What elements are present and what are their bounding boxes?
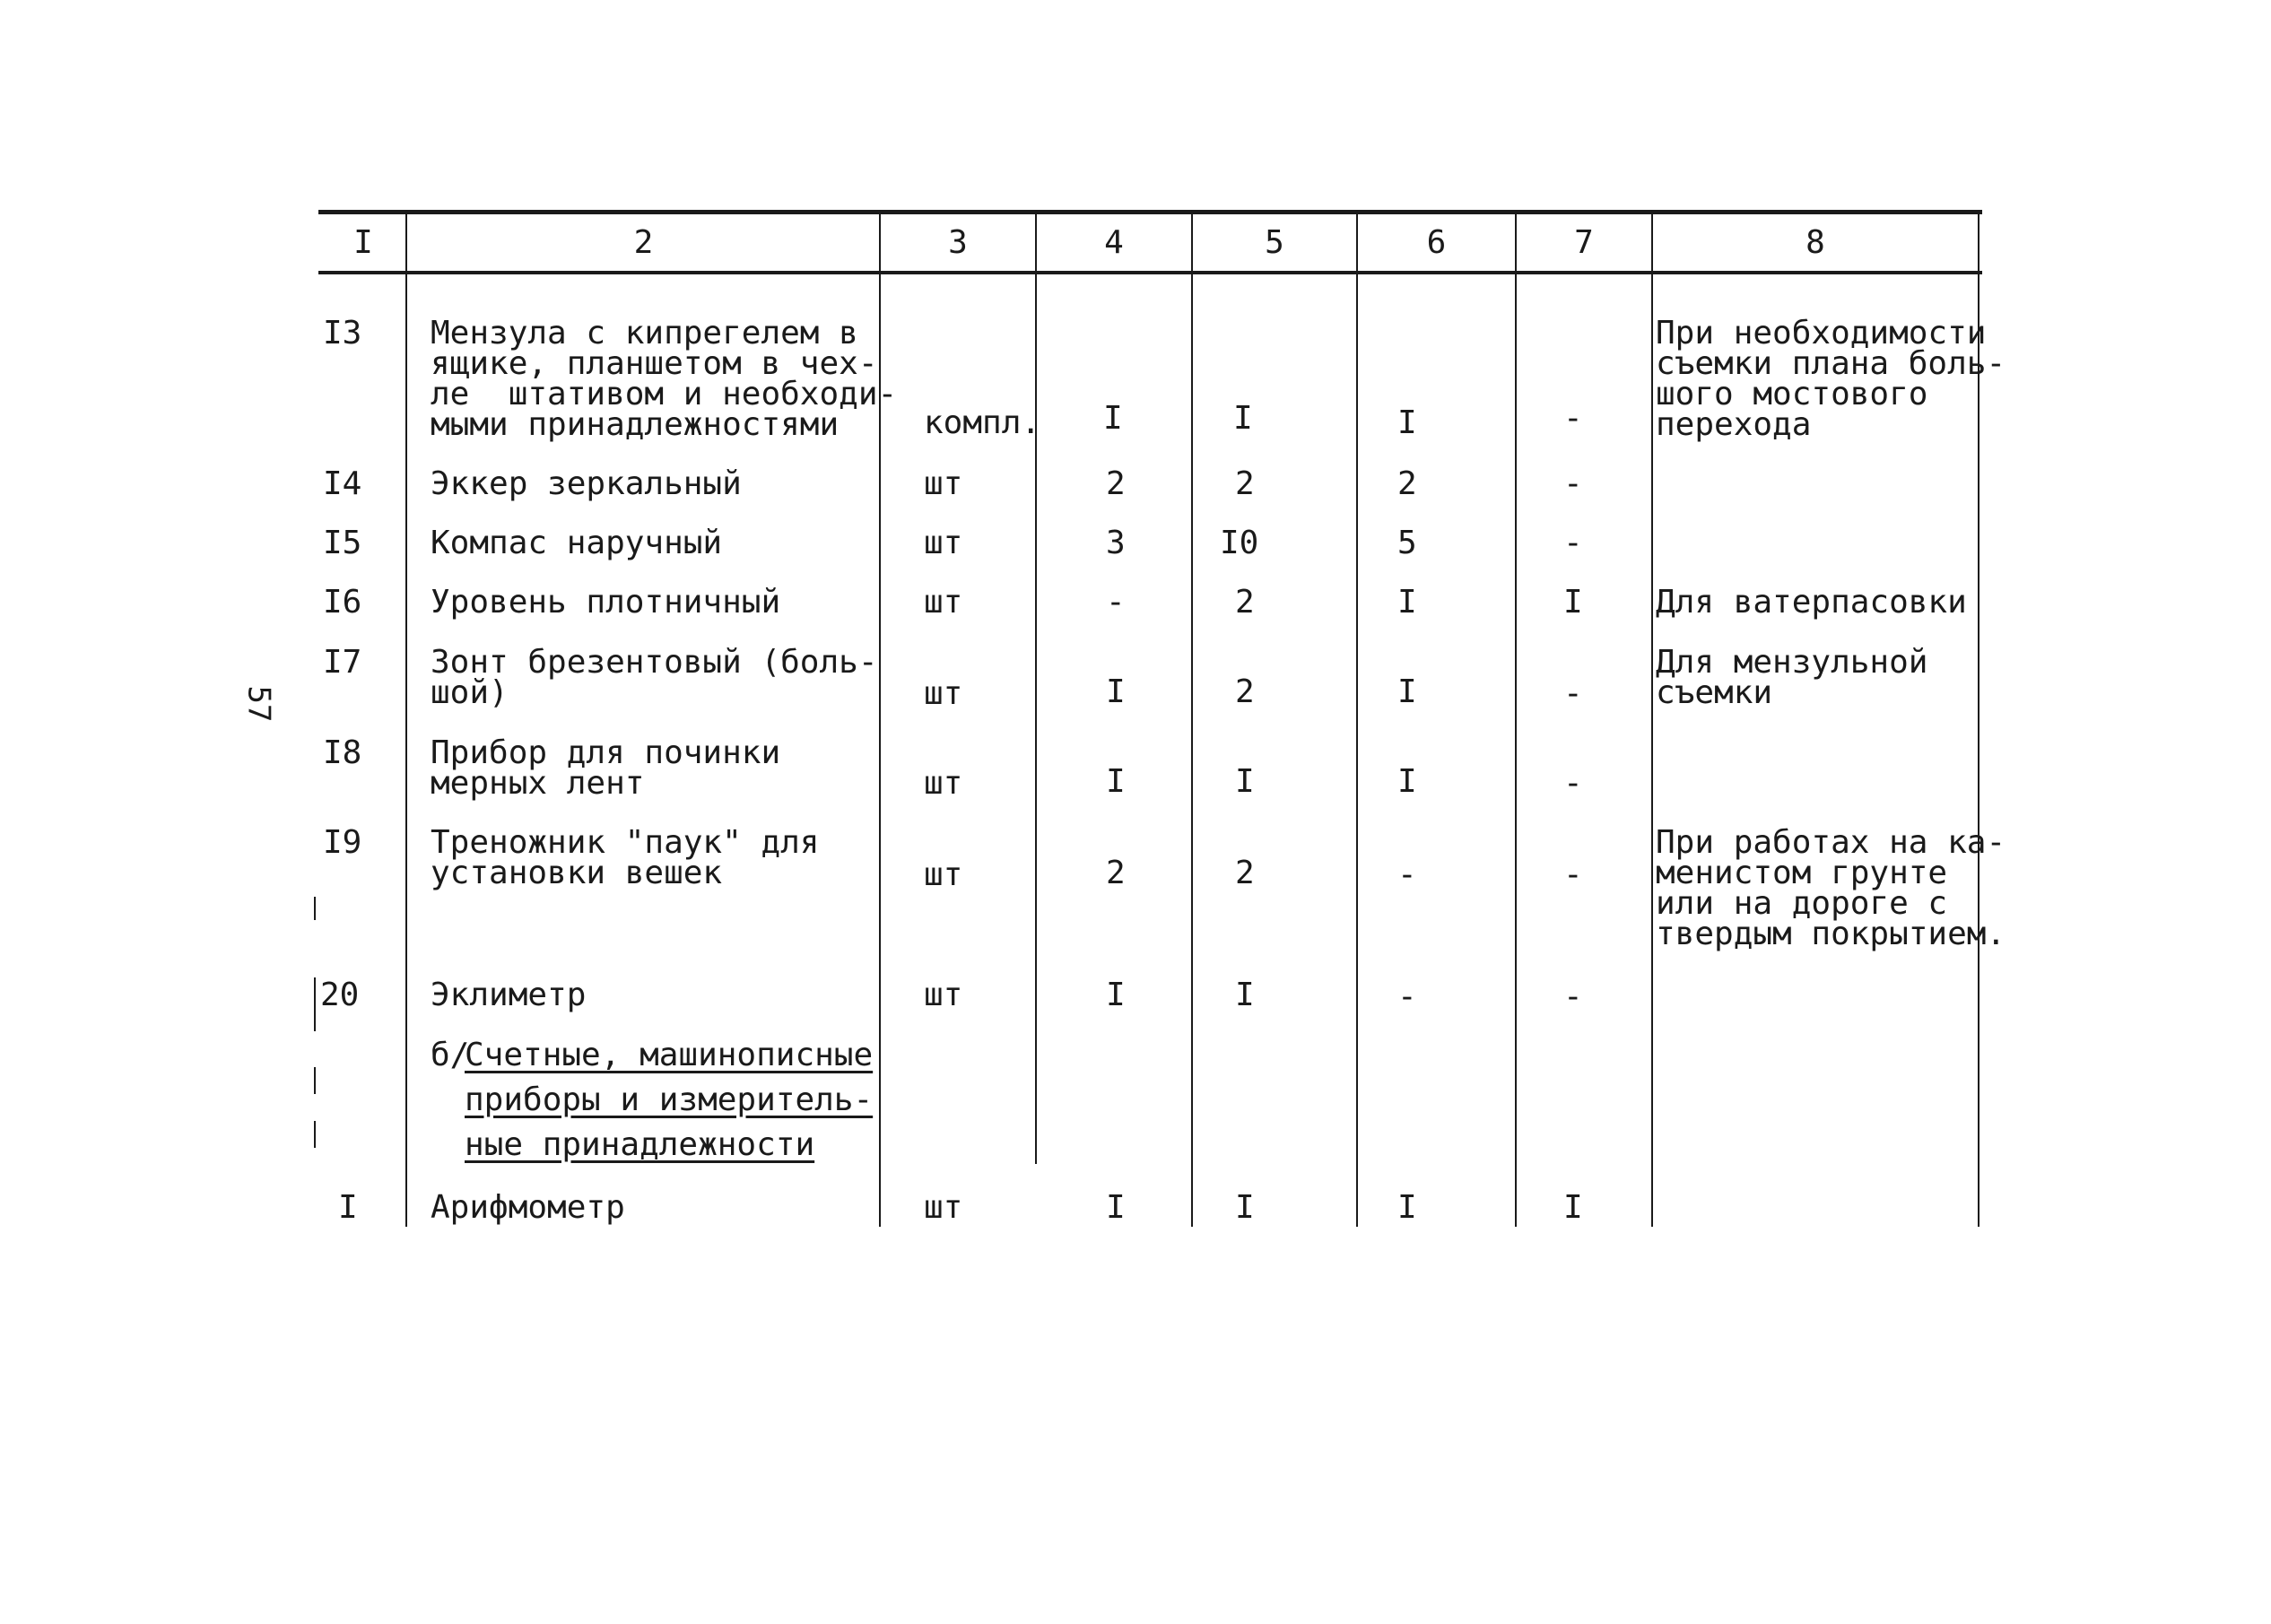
qty-col-4: I	[1106, 763, 1126, 800]
row-number: I9	[323, 824, 362, 861]
header-col-3: 3	[948, 224, 968, 261]
qty-col-6: 5	[1397, 525, 1417, 561]
qty-col-7: -	[1563, 856, 1583, 893]
qty-col-4: I	[1106, 673, 1126, 710]
qty-col-5: I0	[1220, 525, 1259, 561]
qty-col-4: 2	[1106, 855, 1126, 891]
item-note: Для ватерпасовки	[1656, 584, 1967, 621]
header-col-2: 2	[633, 224, 654, 261]
qty-col-6: I	[1397, 763, 1417, 800]
table-header-rule	[318, 271, 1982, 274]
row-number: I6	[323, 584, 362, 621]
qty-col-6: -	[1397, 978, 1417, 1015]
row-number: I3	[323, 315, 362, 352]
qty-col-4: 2	[1106, 465, 1126, 502]
item-note: При работах на ка- менистом грунте или на дороге с твердым покрытием.	[1656, 824, 2006, 952]
qty-col-6: -	[1397, 856, 1417, 893]
header-col-8: 8	[1805, 224, 1825, 261]
section-prefix: б/	[431, 1037, 470, 1073]
column-divider-5	[1356, 213, 1358, 1227]
section-line-1: Счетные, машинописные	[465, 1037, 874, 1073]
qty-col-4: 3	[1106, 525, 1126, 561]
qty-col-7: -	[1563, 400, 1583, 437]
qty-col-7: -	[1563, 525, 1583, 561]
section-line-2: приборы и измеритель-	[465, 1081, 874, 1118]
header-col-5: 5	[1265, 224, 1284, 261]
column-divider-3	[1035, 213, 1037, 1164]
row-number: I5	[323, 525, 362, 561]
item-name: Мензула с кипрегелем в ящике, планшетом в чех- ле штативом и необходи- мыми принадлежностями	[431, 315, 898, 443]
header-col-7: 7	[1574, 224, 1594, 261]
qty-col-5: 2	[1235, 465, 1255, 502]
qty-col-6: I	[1397, 673, 1417, 710]
qty-col-5: I	[1233, 400, 1253, 437]
qty-col-6: I	[1397, 1189, 1417, 1226]
qty-col-7: I	[1563, 584, 1583, 621]
qty-col-7: -	[1563, 465, 1583, 502]
item-name: Зонт брезентовый (боль- шой)	[431, 644, 878, 711]
item-name: Компас наручный	[431, 525, 723, 561]
item-name: Эклиметр	[431, 977, 587, 1013]
qty-col-4: I	[1103, 400, 1123, 437]
header-col-1: I	[353, 224, 373, 261]
qty-col-7: -	[1563, 765, 1583, 802]
column-divider-6	[1515, 213, 1517, 1227]
table-top-rule	[318, 210, 1982, 214]
item-unit: шт	[924, 465, 963, 502]
column-divider-4	[1191, 213, 1193, 1227]
item-note: Для мензульной съемки	[1656, 644, 1928, 711]
qty-col-7: -	[1563, 978, 1583, 1015]
qty-col-6: I	[1397, 584, 1417, 621]
margin-tick	[314, 1121, 316, 1148]
item-unit: шт	[924, 856, 963, 893]
qty-col-5: 2	[1235, 855, 1255, 891]
item-unit: шт	[924, 675, 963, 712]
item-unit: шт	[924, 584, 963, 621]
qty-col-5: I	[1235, 977, 1255, 1013]
item-unit: шт	[924, 977, 963, 1013]
qty-col-5: I	[1235, 1189, 1255, 1226]
column-divider-1	[405, 213, 407, 1227]
item-unit: шт	[924, 765, 963, 802]
item-name: Треножник "паук" для установки вешек	[431, 824, 820, 891]
margin-tick	[314, 1067, 316, 1094]
qty-col-5: 2	[1235, 673, 1255, 710]
qty-col-4: I	[1106, 1189, 1126, 1226]
item-name: Уровень плотничный	[431, 584, 781, 621]
qty-col-5: 2	[1235, 584, 1255, 621]
item-unit: шт	[924, 525, 963, 561]
qty-col-4: -	[1106, 584, 1126, 621]
item-unit: компл.	[924, 404, 1041, 441]
qty-col-5: I	[1235, 763, 1255, 800]
item-name: Прибор для починки мерных лент	[431, 734, 781, 802]
item-note: При необходимости съемки плана боль- шого мостового перехода	[1656, 315, 2006, 443]
item-unit: шт	[924, 1189, 963, 1226]
column-divider-7	[1651, 213, 1653, 1227]
qty-col-7: I	[1563, 1189, 1583, 1226]
qty-col-6: 2	[1397, 465, 1417, 502]
row-number: 20	[320, 977, 360, 1013]
row-number: I4	[323, 465, 362, 502]
margin-tick	[314, 977, 316, 1031]
row-number: I8	[323, 734, 362, 771]
qty-col-4: I	[1106, 977, 1126, 1013]
section-line-3: ные принадлежности	[465, 1126, 815, 1163]
qty-col-6: I	[1397, 404, 1417, 441]
item-name: Эккер зеркальный	[431, 465, 742, 502]
header-col-6: 6	[1426, 224, 1447, 261]
page-number: 57	[240, 685, 277, 723]
header-col-4: 4	[1104, 224, 1124, 261]
row-number: I	[338, 1189, 358, 1226]
item-name: Арифмометр	[431, 1189, 625, 1226]
qty-col-7: -	[1563, 675, 1583, 712]
row-number: I7	[323, 644, 362, 681]
margin-tick	[314, 897, 316, 920]
